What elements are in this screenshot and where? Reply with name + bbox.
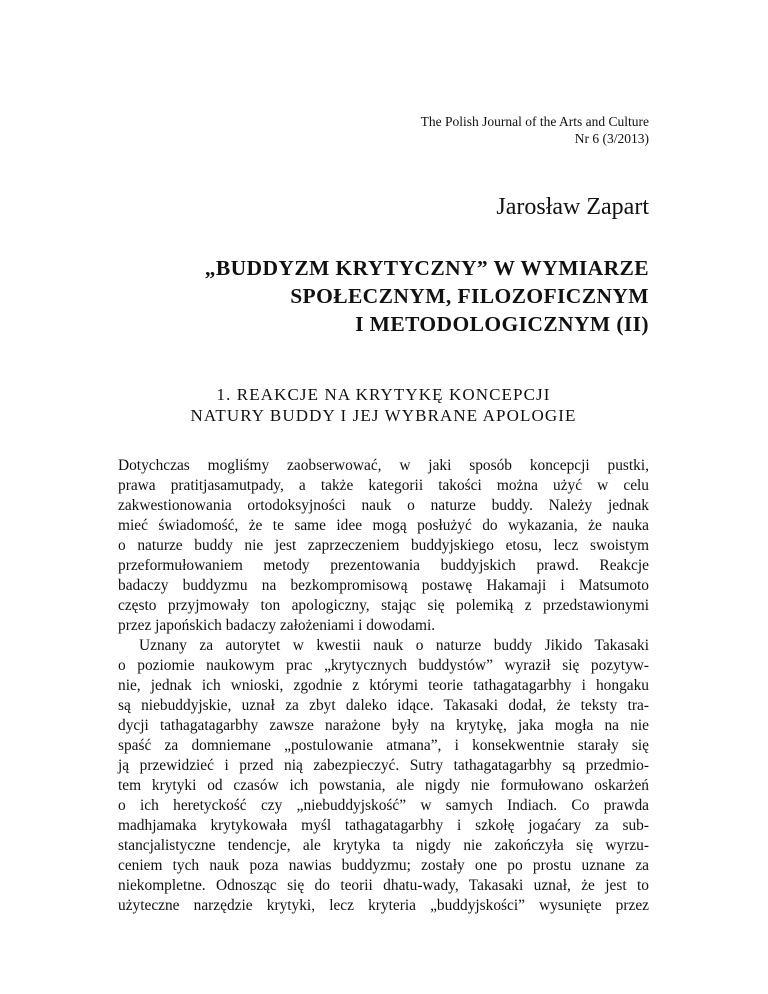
text-line: Dotychczas mogliśmy zaobserwować, w jaki sposób koncepcji pustki, [118, 457, 649, 474]
text-line: nie, jednak ich wnioski, zgodnie z którymi teorie tathagatagarbhy i hongaku [118, 677, 649, 694]
section-heading-line: NATURY BUDDY I JEJ WYBRANE APOLOGIE [190, 406, 577, 425]
text-line: tem krytyki od czasów ich powstania, ale nigdy nie formułowano oskarżeń [118, 777, 649, 794]
author-name: Jarosław Zapart [496, 194, 649, 220]
text-line: prawa pratitjasamutpady, a także kategorii takości można użyć w celu [118, 477, 649, 494]
text-line: ją przewidzieć i przed nią zabezpieczyć. Sutry tathagatagarbhy są przedmio- [118, 757, 649, 774]
text-line: ceniem tych nauk poza nawias buddyzmu; zostały one po prostu uznane za [118, 857, 649, 874]
text-line: o ich heretyckość czy „niebuddyjskość” w samych Indiach. Co prawda [118, 797, 649, 814]
text-line: przez japońskich badaczy założeniami i dowodami. [118, 617, 436, 634]
journal-header [421, 113, 649, 147]
paragraph-2 [118, 636, 649, 916]
text-line: stancjalistyczne tendencje, ale krytyka ta nigdy nie zakończyła się wyrzu- [118, 837, 649, 854]
body-text [118, 456, 649, 916]
text-line: o poziomie naukowym prac „krytycznych buddystów” wyraził się pozytyw- [118, 657, 649, 674]
journal-issue: Nr 6 (3/2013) [574, 131, 649, 146]
paragraph-1 [118, 456, 649, 636]
section-heading [118, 384, 649, 426]
section-heading-line: 1. REAKCJE NA KRYTYKĘ KONCEPCJI [216, 385, 551, 404]
text-line: spaść za domniemane „postulowanie atmana”, i konsekwentnie starały się [118, 737, 649, 754]
text-line: Uznany za autorytet w kwestii nauk o naturze buddy Jikido Takasaki [139, 637, 649, 654]
text-line: niekompletne. Odnosząc się do teorii dhatu-wady, Takasaki uznał, że jest to [118, 877, 649, 894]
text-line: dycji tathagatagarbhy zawsze narażone były na krytykę, jaka mogła na nie [118, 717, 649, 734]
text-line: badaczy buddyzmu na bezkompromisową postawę Hakamaji i Matsumoto [118, 577, 649, 594]
title-line: SPOŁECZNYM, FILOZOFICZNYM [290, 284, 649, 308]
text-line: zakwestionowania ortodoksyjności nauk o naturze buddy. Należy jednak [118, 497, 649, 514]
text-line: madhjamaka krytykowała myśl tathagatagarbhy i szkołę jogaćary za sub- [118, 817, 649, 834]
title-line: I METODOLOGICZNYM (II) [355, 312, 649, 336]
text-line: są niebuddyjskie, uznał za zbyt daleko idące. Takasaki dodał, że teksty tra- [118, 697, 649, 714]
text-line: o naturze buddy nie jest zaprzeczeniem buddyjskiego etosu, lecz swoistym [118, 537, 649, 554]
title-line: „BUDDYZM KRYTYCZNY” W WYMIARZE [204, 256, 649, 280]
text-line: użyteczne narzędzie krytyki, lecz kryteria „buddyjskości” wysunięte przez [118, 897, 649, 914]
text-line: często przyjmowały ton apologiczny, stając się polemiką z przedstawionymi [118, 597, 649, 614]
article-title [205, 254, 649, 338]
text-line: mieć świadomość, że te same idee mogą posłużyć do wykazania, że nauka [118, 517, 649, 534]
text-line: przeformułowaniem metody prezentowania buddyjskich prawd. Reakcje [118, 557, 649, 574]
journal-name: The Polish Journal of the Arts and Culture [420, 114, 649, 129]
